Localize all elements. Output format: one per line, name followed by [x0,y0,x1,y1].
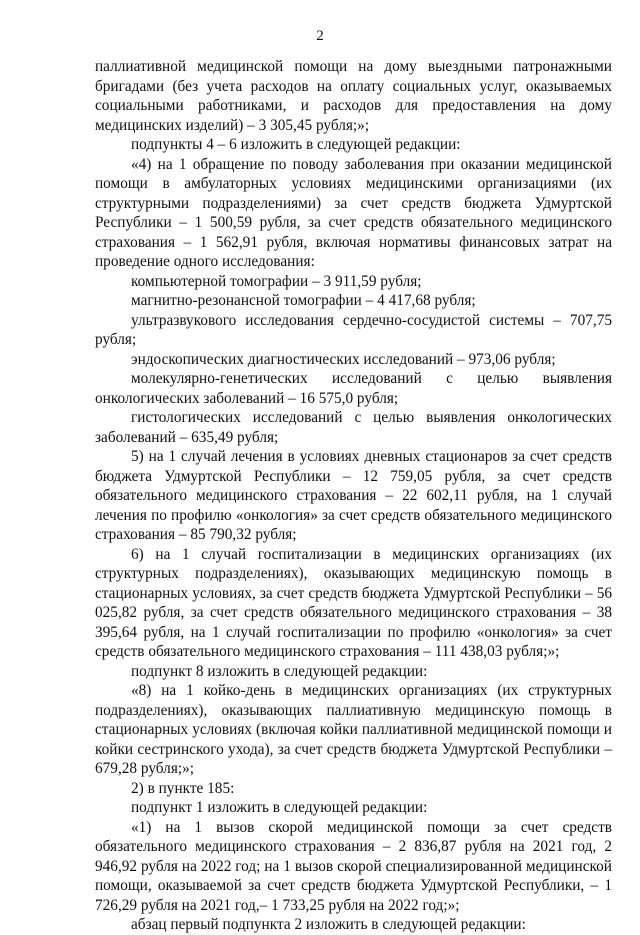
paragraph: магнитно-резонансной томографии – 4 417,68 рубля; [131,292,476,309]
page-number: 2 [316,28,324,44]
paragraph: «1) на 1 вызов скорой медицинской помощи за счет средств обязательного медицинского страхования – 2 836,87 рубля на 2021 год, 2 946,92 рубля на 2022 год; на 1 вызов скорой специализированной медицинской помощи, оказываемой за счет средств бюджета Удмуртской Республики, – 1 726,29 рубля на 2021 год,– 1 733,25 рубля на 2022 год;»; [95,818,612,914]
paragraph: «4) на 1 обращение по поводу заболевания при оказании медицинской помощи в амбулаторных условиях медицинскими организациями (их структурными подразделениями) за счет средств бюджета Удмуртской Республики – 1 500,59 рубля, за счет средств обязательного медицинского страхования – 1 562,91 рубля, включая нормативы финансовых затрат на проведение одного исследования: [95,155,612,270]
paragraph: компьютерной томографии – 3 911,59 рубля; [131,272,422,290]
paragraph: молекулярно-генетических исследований с целью выявления онкологических заболеваний – 16 575,0 рубля; [95,370,612,407]
paragraph: паллиативной медицинской помощи на дому выездными патронажными бригадами (без учета расходов на оплату социальных услуг, оказываемых социальными работниками, и расходов для предоставления на дому медицинских изделий) – 3 305,45 рубля;»; [95,58,612,134]
paragraph: 6) на 1 случай госпитализации в медицинских организациях (их структурных подразделениях), оказывающих медицинскую помощь в стационарных условиях, за счет средств бюджета Удмуртской Республики – 56 025,82 рубля, за счет средств обязательного медицинского страхования – 38 395,64 рубля, на 1 случай госпитализации по профилю «онкология» за счет средств обязательного медицинского страхования – 111 438,03 рубля;»; [95,545,612,660]
paragraph: ультразвукового исследования сердечно-сосудистой системы – 707,75 рубля; [95,311,612,348]
paragraph: абзац первый подпункта 2 изложить в следующей редакции: [131,916,526,933]
paragraph: 5) на 1 случай лечения в условиях дневных стационаров за счет средств бюджета Удмуртской Республики – 12 759,05 рубля, за счет средств обязательного медицинского страхования – 22 602,11 рубля, на 1 случай лечения по профилю «онкология» за счет средств обязательного медицинского страхования – 85 790,32 рубля; [95,448,612,543]
paragraph: подпункт 1 изложить в следующей редакции: [131,799,428,816]
document-body [95,57,612,935]
paragraph: «8) на 1 койко-день в медицинских организациях (их структурных подразделениях), оказывающих паллиативную медицинскую помощь в стационарных условиях (включая койки паллиативной медицинской помощи и койки сестринского ухода), за счет средств бюджета Удмуртской Республики – 679,28 рубля;»; [95,682,612,777]
paragraph: подпункты 4 – 6 изложить в следующей редакции: [131,136,461,153]
paragraph: подпункт 8 изложить в следующей редакции: [131,662,428,680]
paragraph: 2) в пункте 185: [131,779,235,797]
paragraph: эндоскопических диагностических исследований – 973,06 рубля; [131,350,556,368]
paragraph: гистологических исследований с целью выявления онкологических заболеваний – 635,49 рубля; [95,409,612,446]
